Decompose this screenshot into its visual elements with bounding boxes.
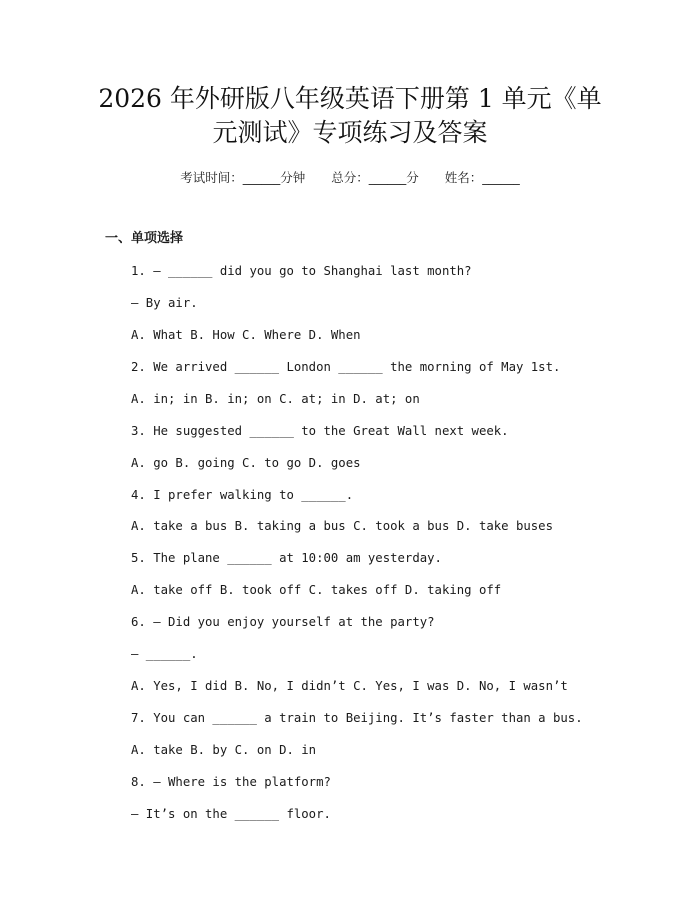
question-line: A. take B. by C. on D. in — [131, 743, 317, 757]
question-line: 6. — Did you enjoy yourself at the party? — [131, 615, 435, 629]
question-line: A. in; in B. in; on C. at; in D. at; on — [131, 392, 420, 406]
question-line: A. take a bus B. taking a bus C. took a bus D. take buses — [131, 519, 553, 533]
exam-meta-row — [0, 168, 700, 188]
document-title-line-1: 2026 年外研版八年级英语下册第 1 单元《单 — [98, 84, 602, 113]
question-line: A. What B. How C. Where D. When — [131, 328, 361, 342]
student-name-field: 姓名：______ — [444, 170, 520, 185]
total-score-field: 总分：______分 — [331, 170, 419, 185]
question-line: 5. The plane ______ at 10:00 am yesterday. — [131, 551, 442, 565]
question-line: 4. I prefer walking to ______. — [131, 488, 354, 502]
question-line: 2. We arrived ______ London ______ the morning of May 1st. — [131, 360, 561, 374]
question-line: A. Yes, I did B. No, I didn’t C. Yes, I was D. No, I wasn’t — [131, 679, 568, 693]
question-line: — ______. — [131, 647, 198, 661]
question-line: 8. — Where is the platform? — [131, 775, 331, 789]
section-heading-single-choice: 一、单项选择 — [105, 231, 184, 246]
question-line: 1. — ______ did you go to Shanghai last month? — [131, 264, 472, 278]
question-line: A. go B. going C. to go D. goes — [131, 456, 361, 470]
question-line: — By air. — [131, 296, 198, 310]
exam-time-field: 考试时间：______分钟 — [180, 170, 306, 185]
question-line: A. take off B. took off C. takes off D. taking off — [131, 583, 502, 597]
document-title-line-2: 元测试》专项练习及答案 — [212, 118, 488, 147]
question-line: 7. You can ______ a train to Beijing. It’s faster than a bus. — [131, 711, 583, 725]
question-line: 3. He suggested ______ to the Great Wall next week. — [131, 424, 509, 438]
question-line: — It’s on the ______ floor. — [131, 807, 331, 821]
